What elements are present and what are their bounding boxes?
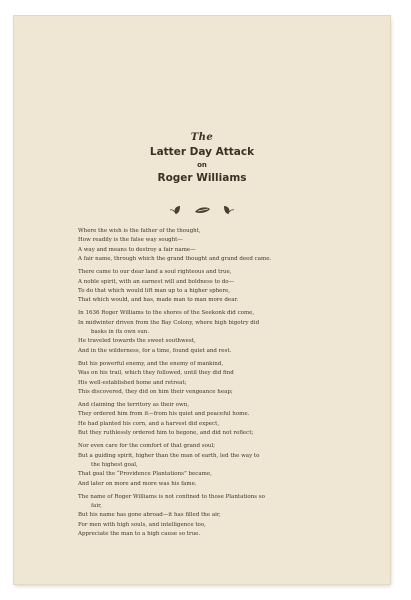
poem-line: And later on more and more was his fame. — [78, 480, 197, 487]
poem-stanza — [78, 442, 346, 489]
poem-line: But his name has gone abroad—it has filled the air, — [78, 512, 221, 519]
poem-line: basks in its own sun. — [91, 329, 150, 336]
title-the: The — [190, 132, 214, 143]
poem-stanza — [78, 268, 346, 305]
poem-line: A fair name, through which the grand thought and grand deed came. — [78, 256, 272, 263]
poem-line: Was on his trail, which they followed, until they did find — [78, 370, 234, 377]
poem-line: fair, — [91, 503, 102, 510]
title-line-1: Latter Day Attack — [149, 146, 255, 158]
poem-line: Nor even care for the comfort of that grand soul; — [78, 443, 216, 450]
poem-line: That goal the “Providence Plantations” became, — [78, 471, 212, 478]
poem-line: His well-established home and retreat; — [78, 379, 187, 386]
poem-line: In 1636 Roger Williams to the shores of the Seekonk did come, — [78, 310, 255, 317]
title-line-2: Roger Williams — [157, 172, 247, 184]
ornament-divider — [14, 202, 390, 216]
poem-line: How readily is the false way sought— — [78, 237, 183, 244]
poem-stanza — [78, 360, 346, 397]
poem-line: And in the wilderness, for a time, found quiet and rest. — [78, 347, 232, 354]
poem-line: That which would, and has, made man to man more dear. — [78, 297, 239, 304]
poem-line: the highest goal, — [91, 461, 138, 468]
poem-line: A way and means to destroy a fair name— — [78, 246, 196, 253]
poem-line: The name of Roger Williams is not confined to those Plantations so — [78, 493, 265, 500]
poem-line: But they ruthlessly ordered him to begone, and did not reflect; — [78, 430, 254, 437]
poem-stanza — [78, 401, 346, 438]
poem-line: This discovered, they did on him their vengeance heap; — [78, 388, 233, 395]
document-page — [14, 16, 390, 584]
leaf-icon — [224, 206, 234, 214]
poem-line: There came to our dear land a soul righteous and true, — [78, 269, 232, 276]
poem-stanza — [78, 309, 346, 356]
poem-line: Appreciate the man to a high cause so true. — [78, 531, 201, 538]
leaf-icon — [195, 207, 210, 213]
poem-line: He had planted his corn, and a harvest did expect, — [78, 420, 220, 427]
poem-line: And claiming the territory as their own, — [78, 402, 189, 409]
poem-stanza — [78, 493, 346, 540]
leaf-icon — [170, 206, 180, 214]
poem-line: For men with high souls, and intelligence too, — [78, 521, 206, 528]
poem-line: But a guiding spirit, higher than the man of earth, led the way to — [78, 452, 260, 459]
title-block — [14, 132, 390, 186]
title-on: on — [197, 161, 207, 169]
poem-body — [78, 227, 346, 543]
poem-line: Where the wish is the father of the thought, — [78, 228, 201, 234]
poem-line: But his powerful enemy, and the enemy of mankind, — [78, 360, 224, 367]
poem-stanza — [78, 227, 346, 264]
poem-line: In midwinter driven from the Bay Colony, where high bigotry did — [78, 319, 260, 326]
poem-line: He traveled towards the sweet southwest, — [78, 338, 196, 345]
poem-line: To do that which would lift man up to a higher sphere, — [78, 287, 231, 294]
poem-line: A noble spirit, with an earnest will and boldness to do— — [78, 278, 235, 285]
poem-line: They ordered him from it—from his quiet and peaceful home. — [78, 411, 250, 418]
